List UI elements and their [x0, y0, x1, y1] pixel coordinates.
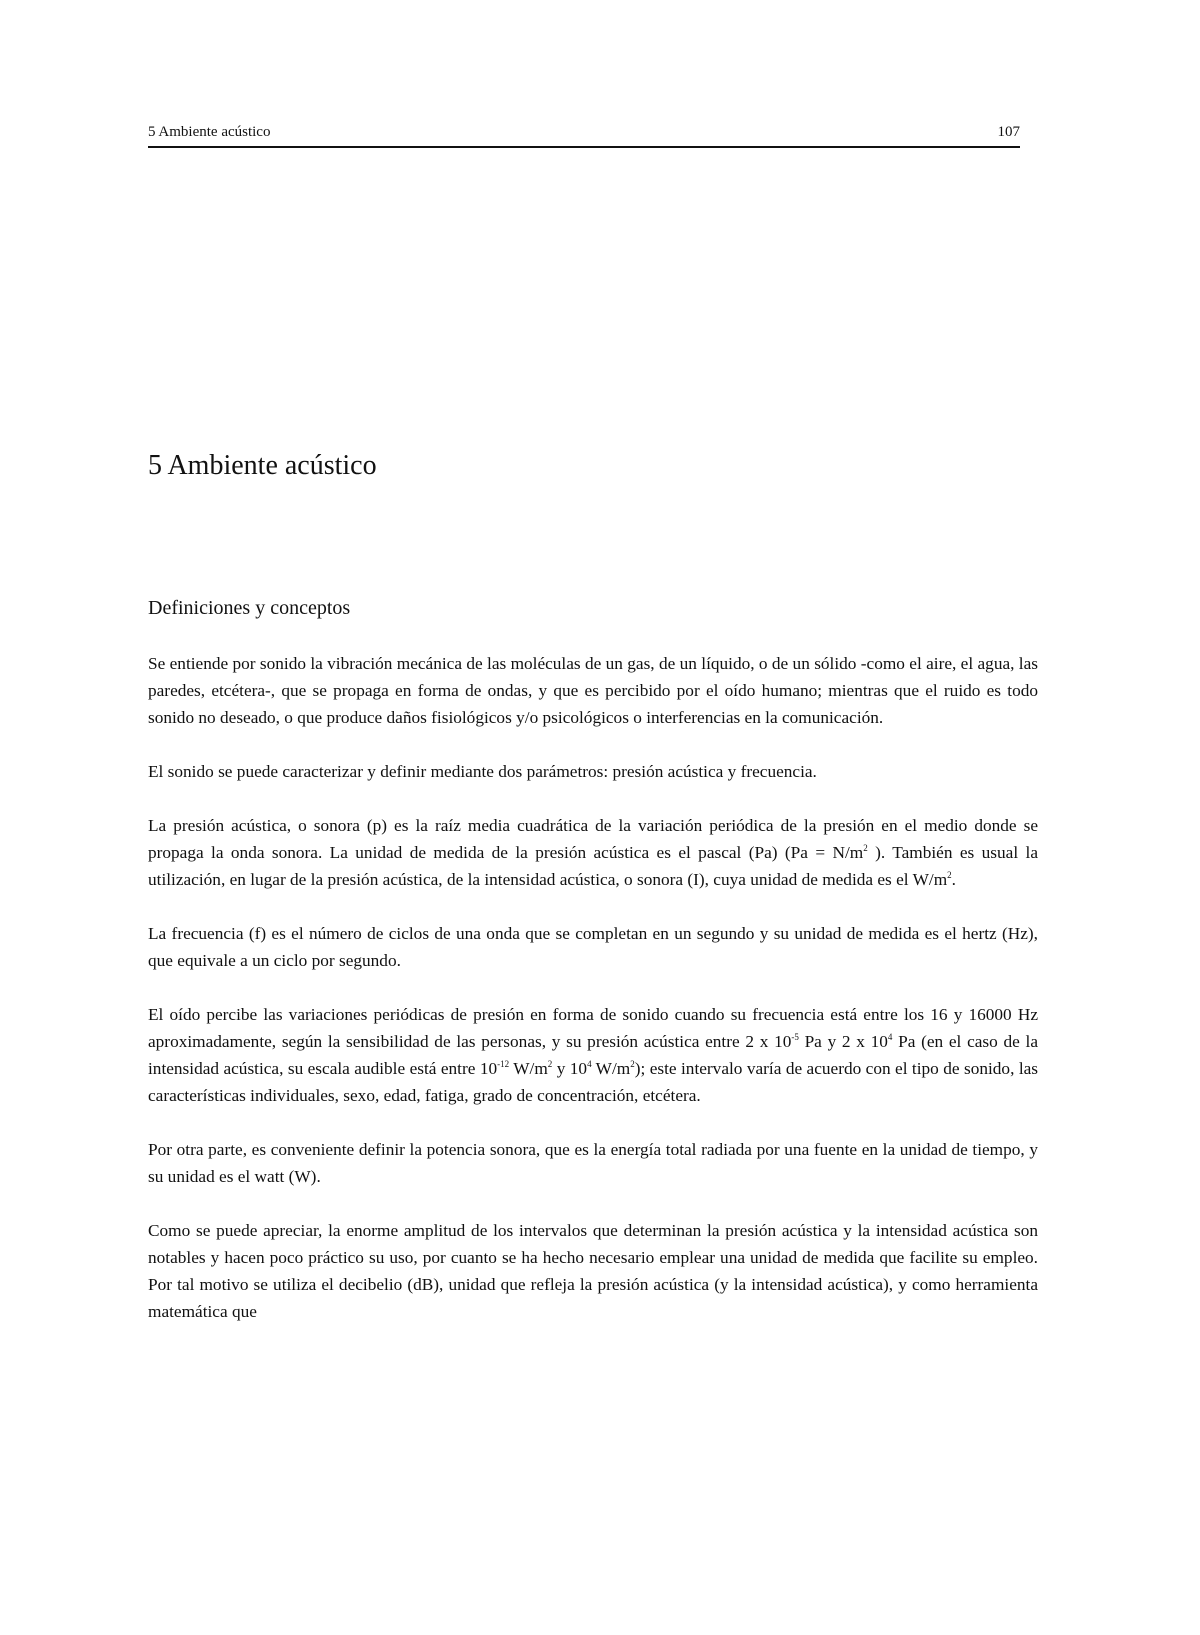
chapter-title: 5 Ambiente acústico — [148, 450, 377, 481]
text-run: W/m — [509, 1059, 548, 1078]
text-run: ). También es usual la utilización, en lugar de la presión acústica, de la intensidad acústica, o sonora (I), cuya unidad de medida es el W/m — [148, 843, 1038, 889]
paragraph-sound-definition: Se entiende por sonido la vibración mecánica de las moléculas de un gas, de un líquido, o de un sólido -como el aire, el agua, las paredes, etcétera-, que se propaga en forma de ondas, y que es percibido por el oído humano; mientras que el ruido es todo sonido no deseado, o que produce daños fisiológicos y/o psicológicos o interferencias en la comunicación. — [148, 654, 1038, 727]
header-rule — [148, 146, 1020, 148]
header-chapter-label: 5 Ambiente acústico — [148, 124, 271, 140]
paragraph-hearing-range — [148, 1001, 1038, 1109]
superscript: -5 — [791, 1032, 799, 1042]
superscript: 2 — [863, 843, 868, 853]
superscript: 2 — [630, 1059, 635, 1069]
superscript: -12 — [497, 1059, 510, 1069]
body-text — [148, 650, 1038, 1352]
text-run: W/m — [591, 1059, 631, 1078]
text-run: ); este intervalo varía de acuerdo con el tipo de sonido, las características individuales, sexo, edad, fatiga, grado de concentración, etcétera. — [148, 1059, 1039, 1105]
text-run: Pa y 2 x 10 — [798, 1032, 888, 1051]
paragraph-parameters: El sonido se puede caracterizar y definir mediante dos parámetros: presión acústica y frecuencia. — [148, 762, 817, 781]
paragraph-decibel: Como se puede apreciar, la enorme amplitud de los intervalos que determinan la presión acústica y la intensidad acústica son notables y hacen poco práctico su uso, por cuanto se ha hecho necesario emplear una unidad de medida que facilite su empleo. Por tal motivo se utiliza el decibelio (dB), unidad que refleja la presión acústica (y la intensidad acústica), y como herramienta matemática que — [148, 1221, 1038, 1321]
superscript: 4 — [587, 1059, 592, 1069]
page-number: 107 — [997, 124, 1020, 140]
text-run: El oído percibe las variaciones periódicas de presión en forma de sonido cuando su frecuencia está entre los 16 y 16000 Hz aproximadamente, según la sensibilidad de las personas, y su presión acústica entre 2 x 10 — [148, 1005, 1038, 1051]
section-title: Definiciones y conceptos — [148, 597, 351, 619]
superscript: 2 — [947, 870, 952, 880]
paragraph-sound-power: Por otra parte, es conveniente definir la potencia sonora, que es la energía total radiada por una fuente en la unidad de tiempo, y su unidad es el watt (W). — [148, 1140, 1038, 1186]
running-header — [148, 122, 1020, 142]
text-run: . — [951, 870, 956, 889]
text-run: La presión acústica, o sonora (p) es la raíz media cuadrática de la variación periódica de la presión en el medio donde se propaga la onda sonora. La unidad de medida de la presión acústica es el pascal (Pa) (Pa = N/m — [148, 816, 1038, 862]
text-run: y 10 — [552, 1059, 588, 1078]
superscript: 2 — [547, 1059, 553, 1069]
paragraph-acoustic-pressure — [148, 812, 1038, 893]
text-run: Pa (en el caso de la intensidad acústica, su escala audible está entre 10 — [148, 1032, 1038, 1078]
paragraph-frequency: La frecuencia (f) es el número de ciclos de una onda que se completan en un segundo y su unidad de medida es el hertz (Hz), que equivale a un ciclo por segundo. — [148, 924, 1038, 970]
superscript: 4 — [887, 1032, 893, 1042]
